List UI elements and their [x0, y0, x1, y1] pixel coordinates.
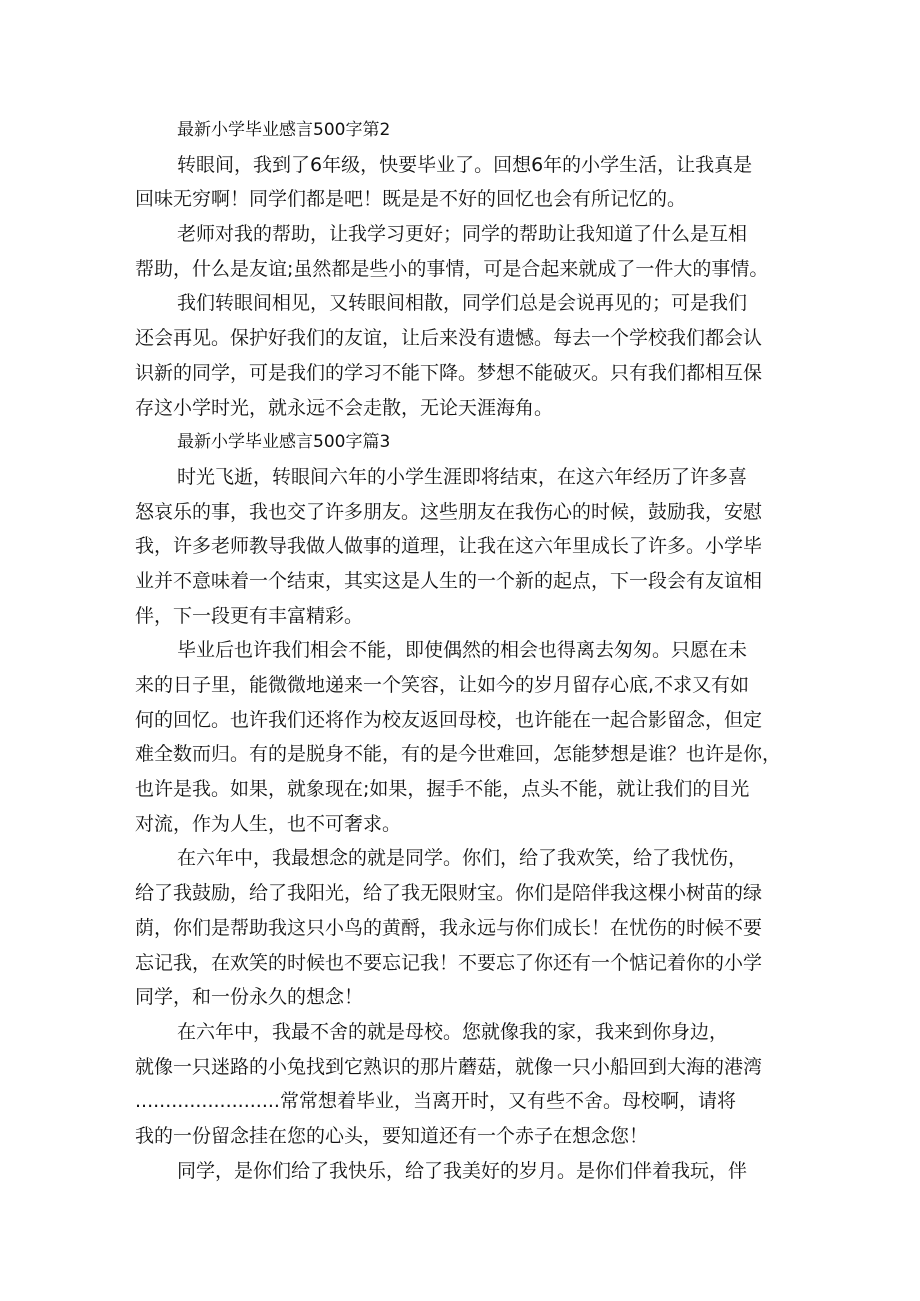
paragraph-line: 帮助，什么是友谊;虽然都是些小的事情，可是合起来就成了一件大的事情。	[135, 257, 769, 280]
paragraph-line: 存这小学时光，就永远不会走散，无论天涯海角。	[135, 396, 554, 419]
paragraph-line: ........................常常想着毕业，当离开时，又有些不舍。母校啊，请将	[135, 1090, 736, 1113]
paragraph-line: 回味无穷啊！同学们都是吧！既是是不好的回忆也会有所记忆的。	[135, 188, 687, 211]
paragraph-line: 业并不意味着一个结束，其实这是人生的一个新的起点，下一段会有友谊相	[135, 569, 763, 592]
paragraph-line: 我的一份留念挂在您的心头，要知道还有一个赤子在想念您！	[135, 1124, 649, 1147]
paragraph-line: 荫，你们是帮助我这只小鸟的黄酹，我永远与你们成长！在忧伤的时候不要	[135, 916, 763, 939]
paragraph-line: 我，许多老师教导我做人做事的道理，让我在这六年里成长了许多。小学毕	[135, 535, 763, 558]
paragraph-line: 同学，是你们给了我快乐，给了我美好的岁月。是你们伴着我玩，伴	[177, 1159, 748, 1182]
paragraph-line: 毕业后也许我们相会不能，即使偶然的相会也得离去匆匆。只愿在未	[177, 639, 748, 662]
paragraph-line: 时光飞逝，转眼间六年的小学生涯即将结束，在这六年经历了许多喜	[177, 465, 748, 488]
paragraph-line: 也许是我。如果，就象现在;如果，握手不能，点头不能，就让我们的目光	[135, 778, 750, 801]
paragraph-line: 识新的同学，可是我们的学习不能下降。梦想不能破灭。只有我们都相互保	[135, 361, 763, 384]
paragraph-line: 给了我鼓励，给了我阳光，给了我无限财宝。你们是陪伴我这棵小树苗的绿	[135, 882, 763, 905]
paragraph-line: 转眼间，我到了6年级，快要毕业了。回想6年的小学生活，让我真是	[177, 153, 753, 176]
paragraph-line: 伴，下一段更有丰富精彩。	[135, 604, 364, 627]
paragraph-line: 难全数而归。有的是脱身不能，有的是今世难回，怎能梦想是谁？也许是你，	[135, 743, 782, 766]
section-heading-2: 最新小学毕业感言500字第2	[177, 120, 391, 140]
paragraph-line: 怒哀乐的事，我也交了许多朋友。这些朋友在我伤心的时候，鼓励我，安慰	[135, 500, 763, 523]
paragraph-line: 同学，和一份永久的想念！	[135, 986, 364, 1009]
paragraph-line: 就像一只迷路的小兔找到它熟识的那片蘑菇，就像一只小船回到大海的港湾	[135, 1055, 763, 1078]
paragraph-line: 还会再见。保护好我们的友谊，让后来没有遗憾。每去一个学校我们都会认	[135, 327, 763, 350]
document-body	[135, 113, 795, 1188]
paragraph-line: 我们转眼间相见，又转眼间相散，同学们总是会说再见的；可是我们	[177, 292, 748, 315]
paragraph-line: 忘记我，在欢笑的时候也不要忘记我！不要忘了你还有一个惦记着你的小学	[135, 951, 763, 974]
paragraph-line: 对流，作为人生，也不可奢求。	[135, 812, 402, 835]
paragraph-line: 在六年中，我最想念的就是同学。你们，给了我欢笑，给了我忧伤，	[177, 847, 748, 870]
paragraph-line: 在六年中，我最不舍的就是母校。您就像我的家，我来到你身边，	[177, 1020, 729, 1043]
paragraph-line: 老师对我的帮助，让我学习更好；同学的帮助让我知道了什么是互相	[177, 223, 748, 246]
section-heading-3: 最新小学毕业感言500字篇3	[177, 432, 391, 453]
paragraph-line: 来的日子里，能微微地递来一个笑容，让如今的岁月留存心底,不求又有如	[135, 674, 750, 696]
paragraph-line: 何的回忆。也许我们还将作为校友返回母校，也许能在一起合影留念，但定	[135, 708, 763, 731]
